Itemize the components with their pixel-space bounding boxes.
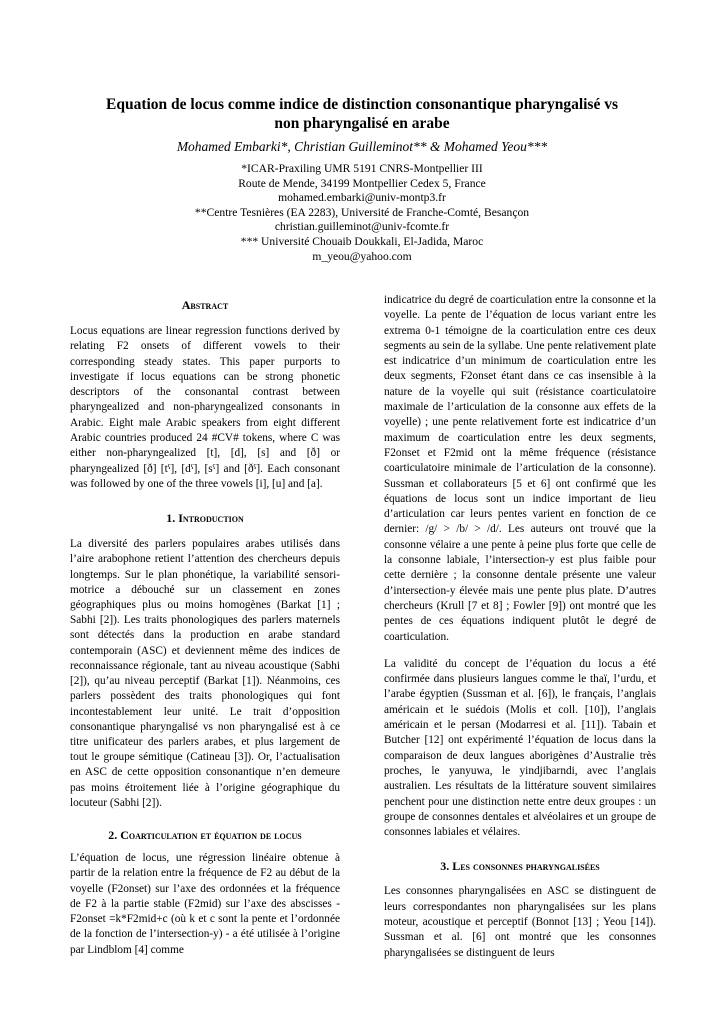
affiliation-line: **Centre Tesnières (EA 2283), Université de Franche-Comté, Besançon bbox=[194, 205, 530, 219]
affiliation-email: mohamed.embarki@univ-montp3.fr bbox=[278, 191, 446, 205]
coarticulation-heading: 2. Coarticulation et équation de locus bbox=[108, 827, 302, 842]
affiliation-line: *ICAR-Praxiling UMR 5191 CNRS-Montpellier III bbox=[241, 162, 483, 175]
introduction-text: La diversité des parlers populaires arabes utilisés dans l’aire arabophone retient l’attention des chercheurs depuis longtemps. Sur le plan phonétique, la variabilité sensori-motrice a débouché sur un classement en zones géographiques plus ou moins homogènes (Barkat [1] ; Sabhi [2]). Les traits phonologiques des parlers maternels sont détectés dans la production en arabe standard contemporain (ASC) et deviennent même des indices de reconnaissance régionale, tant au niveau acoustique (Sabhi [2]), qu’au niveau perceptif (Barkat [1]). Néanmoins, ces parlers possèdent des traits phonologiques qui font incontestablement leur unité. Le trait d’opposition consonantique pharyngalisé vs non pharyngalisé est à ce titre unificateur des parlers arabes, et plus largement de tout le groupe sémitique (Catineau [3]). Or, l’actualisation en ASC de cette opposition consonantique n’en demeure pas moins étroitement liée à l’origine géographique du locuteur (Sabhi [2]). bbox=[70, 538, 340, 809]
abstract-heading: Abstract bbox=[181, 298, 229, 312]
affiliation-line: Route de Mende, 34199 Montpellier Cedex 5, France bbox=[238, 176, 486, 190]
title-line-2: non pharyngalisé en arabe bbox=[274, 115, 450, 132]
pharyngealized-text: Les consonnes pharyngalisées en ASC se distinguent de leurs correspondantes non pharyngalisées sur les plans moteur, acoustique et perceptif (Bonnot [13] ; Yeou [14]). Sussman et al. [6] ont montré que les consonnes pharyngalisées se distinguent de leurs bbox=[384, 885, 656, 959]
affiliations bbox=[40, 162, 684, 264]
title-line-1: Equation de locus comme indice de distinction consonantique pharyngalisé vs bbox=[106, 96, 618, 113]
locus-validity-text: La validité du concept de l’équation du locus a été confirmée dans plusieurs langues comme le thaï, l’urdu, et l’arabe égyptien (Sussman et al. [6]), le français, l’anglais américain et le suédois (Molis et coll. [10]), l’anglais américain et le persan (Modarresi et al. [11]). Tabain et Butcher [12] ont expérimenté l’équation de locus dans la comparaison de deux langues aborigènes d’Australie très proches, le yanyuwa, le yindjibarndi, avec l’anglais australien. Les résultats de la littérature souvent similaires penchent pour une distinction nette entre deux groupes : un groupe de consonnes dentales et alvéolaires et un groupe de consonnes labiales et vélaires. bbox=[384, 657, 656, 839]
right-column bbox=[384, 293, 656, 961]
abstract-text: Locus equations are linear regression functions derived by relating F2 onsets of different vowels to their corresponding steady states. This paper purports to investigate if locus equations can be strong phonetic descriptors of the consonantal contrast between pharyngealized and non-pharyngealized consonants in Arabic. Eight male Arabic speakers from eight different Arabic countries produced 24 #CV# tokens, where C was either non-pharyngealized [t], [d], [s] and [ð] or pharyngealized [ð] [tˤ], [dˤ], [sˤ] and [ðˤ]. Each consonant was followed by one of the three vowels [i], [u] and [a]. bbox=[70, 325, 340, 490]
coarticulation-text-continued: indicatrice du degré de coarticulation entre la consonne et la voyelle. La pente de l’équation de locus variant entre les extrema 0-1 témoigne de la coarticulation entre ces deux segments au sein de la syllabe. Une pente relativement plate est indicatrice d’un minimum de coarticulation entre les deux segments, F2onset étant dans ce cas insensible à la nature de la voyelle qui suit (résistance coarticulatoire maximale de l’articulation de la consonne aux effets de la voyelle) ; une pente relativement forte est indicatrice d’un maximum de coarticulation entre les deux segments, F2onset et F2mid ont la même fréquence (résistance coarticulatoire minimale de l’articulation de la consonne). Sussman et collaborateurs [5 et 6] ont confirmé que les équations de locus sont un indice important de lieu d’articulation car leurs pentes varient en fonction de ce dernier: /g/ > /b/ > /d/. Les auteurs ont trouvé que la consonne vélaire a une pente à peine plus forte que celle de la consonne labiale, l’intersection-y est plus faible pour cette dernière ; la consonne dentale présente une valeur d’intersection-y élevée mais une pente plus plate. D’autres chercheurs (Krull [7 et 8] ; Fowler [9]) ont montré que les pentes de ces équations indiquent plutôt le degré de coarticulation. bbox=[384, 294, 656, 643]
paper-title bbox=[60, 95, 664, 133]
pharyngealized-heading: 3. Les consonnes pharyngalisées bbox=[440, 859, 600, 874]
affiliation-email: christian.guilleminot@univ-fcomte.fr bbox=[274, 220, 450, 234]
introduction-heading: 1. Introduction bbox=[166, 511, 244, 526]
coarticulation-text: L’équation de locus, une régression linéaire obtenue à partir de la relation entre la fréquence de F2 au début de la voyelle (F2onset) sur l’axe des ordonnées et la fréquence de F2 à la partie stable (F2mid) sur l’axe des abscisses - F2onset =k*F2mid+c (où k et c sont la pente et l’ordonnée de la fonction de l’intersection-y) - a été utilisée à l’origine par Lindblom [4] comme bbox=[70, 851, 340, 956]
affiliation-line: *** Université Chouaib Doukkali, El-Jadida, Maroc bbox=[240, 234, 484, 248]
authors: Mohamed Embarki*, Christian Guilleminot** & Mohamed Yeou*** bbox=[176, 139, 548, 154]
affiliation-email: m_yeou@yahoo.com bbox=[312, 249, 412, 263]
left-column bbox=[70, 290, 340, 958]
